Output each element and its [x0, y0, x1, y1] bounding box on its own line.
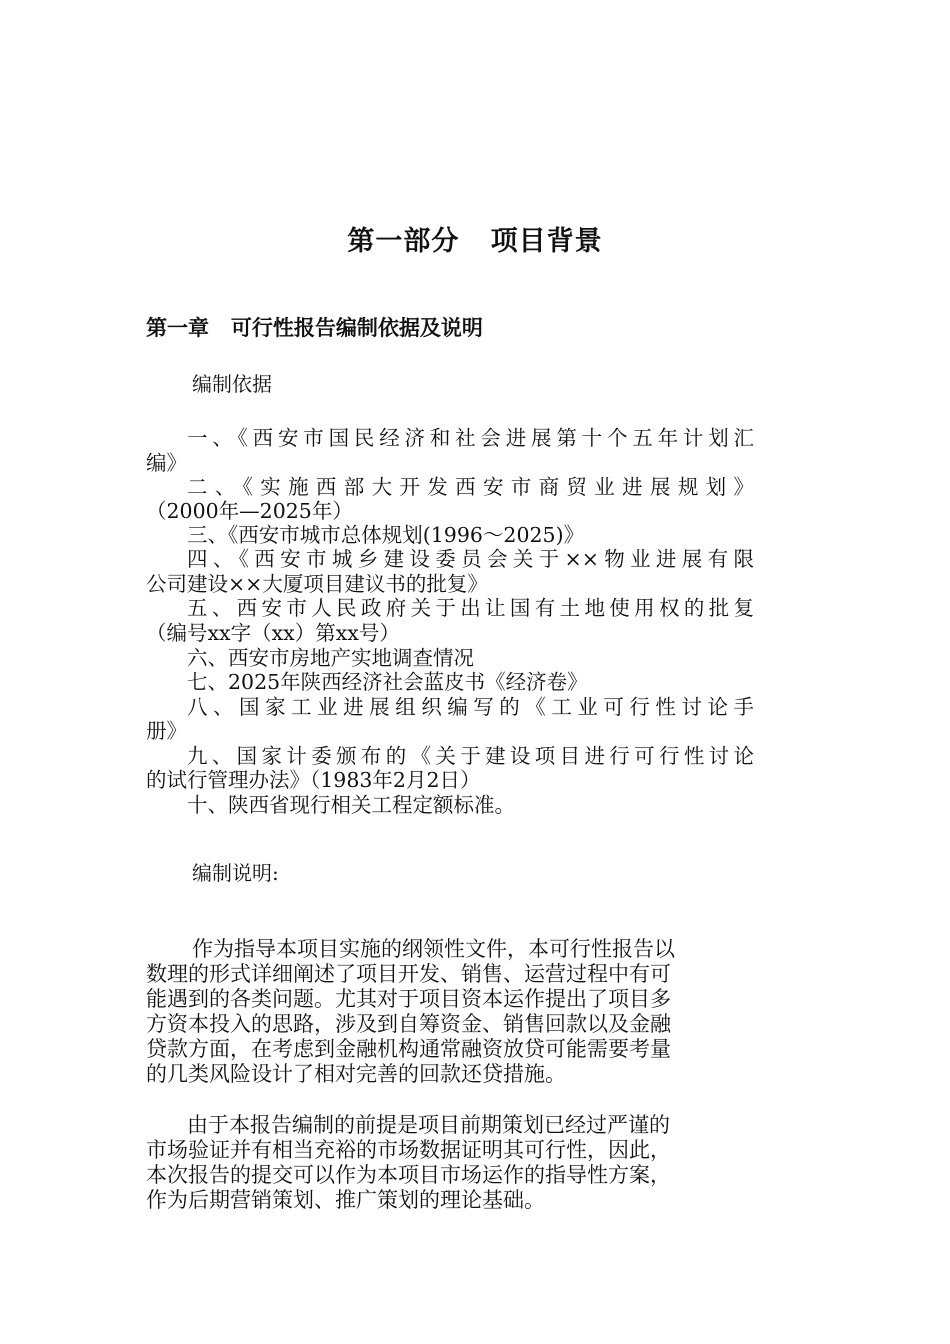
basis-line: 编》: [146, 451, 187, 475]
basis-line: 七、2025年陕西经济社会蓝皮书《经济卷》: [187, 670, 588, 694]
paragraph-line: 作为指导本项目实施的纲领性文件，本可行性报告以: [192, 937, 675, 961]
basis-line: 三、《西安市城市总体规划(1996～2025)》: [187, 523, 585, 547]
paragraph-line: 市场验证并有相当充裕的市场数据证明其可行性，因此，: [146, 1138, 671, 1162]
basis-line: 公司建设××大厦项目建议书的批复》: [146, 572, 488, 596]
notes-heading: 编制说明:: [192, 861, 279, 885]
basis-line: 二、《实施西部大开发西安市商贸业进展规划》: [187, 475, 754, 499]
basis-line: 十、陕西省现行相关工程定额标准。: [187, 793, 515, 817]
basis-line: （2000年—2025年）: [146, 499, 353, 523]
paragraph-line: 数理的形式详细阐述了项目开发、销售、运营过程中有可: [146, 962, 671, 986]
basis-heading: 编制依据: [192, 372, 272, 396]
paragraph-line: 能遇到的各类问题。尤其对于项目资本运作提出了项目多: [146, 987, 671, 1011]
basis-line: 六、西安市房地产实地调查情况: [187, 646, 474, 670]
basis-line: 四、《西安市城乡建设委员会关于××物业进展有限: [187, 547, 754, 571]
basis-line: 九、国家计委颁布的《关于建设项目进行可行性讨论: [187, 744, 754, 768]
paragraph-line: 由于本报告编制的前提是项目前期策划已经过严谨的: [187, 1113, 670, 1137]
paragraph-line: 本次报告的提交可以作为本项目市场运作的指导性方案，: [146, 1163, 671, 1187]
part-title: 第一部分 项目背景: [347, 226, 603, 257]
basis-line: 八、国家工业进展组织编写的《工业可行性讨论手: [187, 695, 754, 719]
chapter-title: 第一章 可行性报告编制依据及说明: [146, 316, 483, 340]
paragraph-line: 贷款方面，在考虑到金融机构通常融资放贷可能需要考量: [146, 1037, 671, 1061]
paragraph-line: 作为后期营销策划、推广策划的理论基础。: [146, 1188, 545, 1212]
basis-line: 一、《西安市国民经济和社会进展第十个五年计划汇: [187, 426, 754, 450]
paragraph-line: 方资本投入的思路，涉及到自筹资金、销售回款以及金融: [146, 1012, 671, 1036]
basis-line: 五、西安市人民政府关于出让国有土地使用权的批复: [187, 596, 754, 620]
basis-line: 的试行管理办法》（1983年2月2日）: [146, 768, 481, 792]
paragraph-line: 的几类风险设计了相对完善的回款还贷措施。: [146, 1062, 566, 1086]
basis-line: （编号xx字（xx）第xx号）: [146, 621, 400, 645]
basis-line: 册》: [146, 719, 187, 743]
